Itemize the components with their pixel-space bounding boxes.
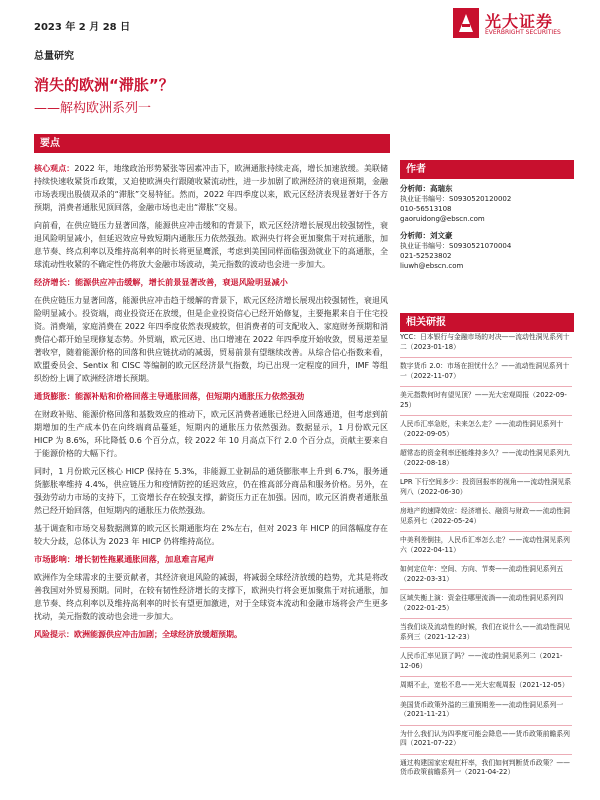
divider [400, 444, 572, 445]
analyst-phone: 021-52523802 [400, 252, 452, 260]
analyst-card [400, 184, 572, 224]
divider [400, 531, 572, 532]
divider [400, 502, 572, 503]
analyst-phone: 010-56513108 [400, 205, 452, 213]
inflation-heading: 通货膨胀：能源补贴和价格回落主导通胀回落，但短期内通胀压力依然强劲 [34, 391, 305, 401]
analyst-email[interactable]: gaoruidong@ebscn.com [400, 215, 485, 223]
divider [400, 357, 572, 358]
inflation-paragraph-1: 在财政补贴、能源价格回落和基数效应的推动下，欧元区消费者通胀已经进入回落通道，但考虑到前期增加的生产成本仍在向终端商品蔓延，短期内的通胀压力依然强劲。数据显示，1 月份欧元区 HICP 为 8.6%，环比降低 0.6 个百分点，较 2022 年 10 月高点下行 2.0 个百分点，贡献主要来自于能源价格的大幅下行。 [34, 410, 388, 458]
growth-heading: 经济增长：能源供应冲击缓解，增长前景显著改善，衰退风险明显减小 [34, 277, 288, 287]
divider [400, 386, 572, 387]
market-heading: 市场影响：增长韧性拖累通胀回落，加息难言尾声 [34, 554, 215, 564]
logo-text: 光大证券 [485, 12, 554, 31]
related-report-link[interactable]: 美元指数何时有望见顶？——光大宏观周报（2022-09-25） [400, 391, 567, 409]
related-report-link[interactable]: LPR 下行空间多少：投资回报率的视角——流动性洞见系列八（2022-06-30） [400, 478, 572, 496]
growth-paragraph: 在供应链压力显著回落，能源供应冲击趋于缓解的背景下，欧元区经济增长展现出较强韧性，衰退风险明显减小。投资端，商业投资还在放缓，但是企业投资信心已经开始修复，主要拖累来自于住宅投资。消费端，家庭消费在 2022 年四季度依然表现疲软，但消费者的可支配收入、家庭财务预期和消费信心都开始呈现修复态势。外贸端，欧元区进、出口增速在 2022 年四季度开始收敛，贸易逆差显著收窄，随着能源价格的回落和供应链扰动的减弱，贸易前景有望继续改善。从综合信心指数来看，欧盟委员会、Sentix 和 CISC 等编制的欧元区经济景气指数，均已出现一定程度的回升，IMF 等组织纷纷上调了欧洲经济增长预期。 [34, 296, 388, 383]
related-report-link[interactable]: 人民币汇率急贬，未来怎么走？——流动性洞见系列十（2022-09-05） [400, 420, 564, 438]
core-view-lead: 核心观点： [34, 164, 75, 173]
related-report-link[interactable]: 当我们谈及流动性的时候，我们在说什么——流动性洞见系列三（2021-12-23） [400, 623, 570, 641]
logo-mark-icon [453, 8, 479, 38]
related-report-link[interactable]: 超常态的资金利率还能维持多久？——流动性洞见系列九（2022-08-18） [400, 449, 570, 467]
report-category: 总量研究 [34, 51, 74, 62]
risk-lead: 风险提示： [34, 630, 74, 639]
related-report-link[interactable]: 区域失衡上演：资金往哪里流淌——流动性洞见系列四（2022-01-25） [400, 594, 564, 612]
analyst-name: 分析师：高瑞东 [400, 184, 453, 193]
inflation-paragraph-3: 基于调查和市场交易数据测算的欧元区长期通胀均在 2%左右，但对 2023 年 HICP 的回落幅度存在较大分歧，总体认为 2023 年 HICP 仍将维持高位。 [34, 524, 388, 546]
divider [400, 696, 572, 697]
key-points-header: 要点 [34, 134, 390, 153]
related-report-link[interactable]: 房地产的速降效应：经济增长、融资与财政——流动性洞见系列七（2022-05-24） [400, 507, 570, 525]
company-logo [453, 8, 593, 40]
related-reports-header: 相关研报 [400, 313, 574, 332]
core-view-paragraph: 核心观点：2022 年，地缘政治形势紧张等因素冲击下，欧洲通胀持续走高，增长加速放缓。美联储持续快速收紧货币政策，又迫使欧洲央行跟随收紧流动性，进一步加剧了欧洲经济的衰退预期，金融市场表现出股债双杀的“滞胀”交易特征。然而，2022 年四季度以来，欧元区经济表现显著好于各方预期，消费者通胀见顶回落，金融市场也走出“滞胀”交易。 [34, 164, 389, 212]
related-report-link[interactable]: 数字货币 2.0：市场在担忧什么？——流动性洞见系列十一（2022-11-07） [400, 362, 570, 380]
divider [400, 676, 572, 677]
authors-list [400, 184, 572, 278]
analyst-email[interactable]: liuwh@ebscn.com [400, 262, 464, 270]
related-report-link[interactable]: 人民币汇率见顶了吗？——流动性洞见系列二（2021-12-06） [400, 652, 563, 670]
report-subtitle: ——解构欧洲系列一 [34, 101, 152, 116]
divider [400, 589, 572, 590]
market-paragraph: 欧洲作为全球需求的主要贡献者，其经济衰退风险的减弱，将减弱全球经济放缓的趋势，尤其是将改善我国对外贸易预期。同时，在较有韧性经济增长的支撑下，欧洲央行将会更加聚焦于对抗通胀，加息节奏、终点利率以及维持高利率的时长有望更加激进，对于全球资本流动和金融市场将会产生更多扰动，美元指数的波动也会进一步加大。 [34, 573, 388, 621]
analyst-card [400, 231, 572, 271]
related-report-link[interactable]: 美国货币政策外溢的三重预期差——流动性洞见系列一（2021-11-21） [400, 700, 564, 718]
analyst-cert: 执业证书编号：S0930520120002 [400, 195, 512, 203]
logo-english-text: EVERBRIGHT SECURITIES [485, 29, 561, 36]
related-reports-list [400, 333, 572, 783]
related-report-link[interactable]: 周期不止，宽松不息——光大宏观周报（2021-12-05） [400, 681, 569, 689]
inflation-paragraph-2: 同时，1 月份欧元区核心 HICP 保持在 5.3%，非能源工业制品的通货膨胀率上升到 6.7%，服务通货膨胀率维持 4.4%，供应链压力和疫情防控的延迟效应，仍在推高部分商品和服务价格。另外，在强劲劳动力市场的支持下，工资增长存在较强支撑，薪资压力正在加强。因而，欧元区消费者通胀虽然已经开始回落，但短期内的通胀压力依然强劲。 [34, 467, 388, 515]
divider [400, 473, 572, 474]
related-report-link[interactable]: 通过构建国家宏观杠杆率，我们如何判断货币政策？——货币政策前瞻系列一（2021-04-22） [400, 758, 570, 776]
related-report-link[interactable]: YCC：日本银行与金融市场的对决——流动性洞见系列十二（2023-01-18） [400, 333, 570, 351]
divider [400, 754, 572, 755]
related-report-link[interactable]: 中美利差倒挂，人民币汇率怎么走？——流动性洞见系列六（2022-04-11） [400, 536, 570, 554]
divider [400, 560, 572, 561]
authors-header: 作者 [400, 160, 574, 179]
analyst-name: 分析师：刘文豪 [400, 231, 453, 240]
divider [400, 725, 572, 726]
key-points-body [34, 162, 388, 646]
divider [400, 647, 572, 648]
risk-paragraph: 风险提示：欧洲能源供应冲击加剧；全球经济放缓超预期。 [34, 630, 242, 639]
divider [400, 618, 572, 619]
related-report-link[interactable]: 如何定位年：空间、方向、节奏——流动性洞见系列五（2022-03-31） [400, 565, 564, 583]
divider [400, 415, 572, 416]
related-report-link[interactable]: 为什么我们认为四季度可能会降息——货币政策前瞻系列四（2021-07-22） [400, 729, 570, 747]
outlook-paragraph: 向前看，在供应链压力显著回落，能源供应冲击缓和的背景下，欧元区经济增长展现出较强韧性，衰退风险明显减小，但延迟效应导致短期内通胀压力依然强劲。欧洲央行将会更加聚焦于对抗通胀，加息节奏、终点利率以及维持高利率的时长将更显鹰派，考虑到美国同样面临强劲就业下的高通胀，全球流动性收紧的不确定性仍将放大金融市场波动，美元指数的波动也会进一步加大。 [34, 221, 388, 269]
report-title: 消失的欧洲“滞胀”？ [34, 76, 174, 94]
report-date: 2023 年 2 月 28 日 [34, 22, 131, 33]
analyst-cert: 执业证书编号：S0930521070004 [400, 242, 512, 250]
